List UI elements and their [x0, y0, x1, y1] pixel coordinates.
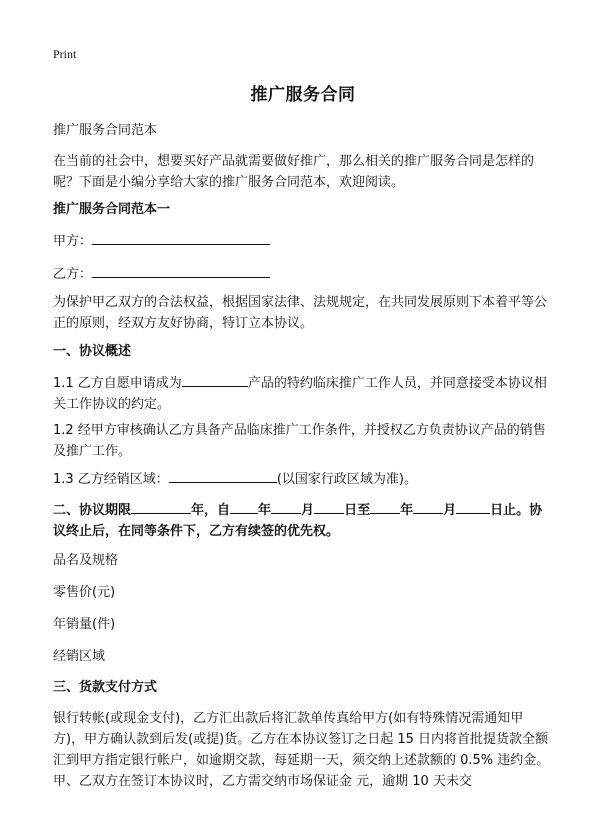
clause-1-3-rest: (以国家行政区域为准)。: [276, 472, 417, 487]
clause-1-3: [53, 468, 553, 490]
term-day-to: 日至: [344, 503, 371, 518]
party-b-label: 乙方：: [53, 267, 93, 282]
clause-1-1: [53, 372, 553, 415]
section-heading: 推广服务合同范本一: [53, 202, 171, 217]
start-year-blank: [230, 499, 258, 514]
clause-heading-2: [53, 499, 553, 542]
term-year-3: 年: [400, 503, 414, 518]
end-year-blank: [370, 499, 400, 514]
term-year-from: 年，自: [191, 503, 231, 518]
field-retail-price: 零售价(元): [53, 585, 116, 600]
term-month: 月: [301, 503, 315, 518]
clause-1-3-lead: 1.3 乙方经销区域：: [53, 472, 169, 487]
clause-1-2: 1.2 经甲方审核确认乙方具备产品临床推广工作条件，并授权乙方负责协议产品的销售及推广工作。: [53, 423, 546, 459]
term-month-2: 月: [443, 503, 457, 518]
clause-1-1-lead: 1.1 乙方自愿申请成为: [53, 376, 182, 391]
preamble-paragraph: 为保护甲乙双方的合法权益，根据国家法律、法规规定，在共同发展原则下本着平等公正的原则，经双方友好协商，特订立本协议。: [53, 295, 548, 331]
start-month-blank: [271, 499, 301, 514]
payment-paragraph: 银行转帐(或现金支付)，乙方汇出款后将汇款单传真给甲方(如有特殊情况需通知甲方)，甲方确认款到后发(或提)货。乙方在本协议签订之日起 15 日内将首批提货款全额汇到甲方指定银行帐户，如逾期交款，每延期一天，须交纳上述款额的 0.5% 违约金。甲、乙双方在签订本协议时，乙方需交纳市场保证金 元，逾期 10 天未交: [53, 711, 550, 789]
field-product-spec: 品名及规格: [53, 553, 119, 568]
clause-heading-1: 一、协议概述: [53, 344, 132, 359]
term-lead: 二、协议期限: [53, 503, 132, 518]
field-annual-sales: 年销量(件): [53, 617, 116, 632]
term-rest: 日止。协议终止后，在同等条件下，乙方有续签的优先权。: [53, 503, 543, 539]
product-blank: [182, 372, 248, 387]
party-a-label: 甲方：: [53, 234, 93, 249]
party-a-blank: [92, 230, 270, 245]
end-month-blank: [413, 499, 443, 514]
intro-paragraph: 在当前的社会中，想要买好产品就需要做好推广，那么相关的推广服务合同是怎样的呢？下面是小编分享给大家的推广服务合同范本，欢迎阅读。: [53, 154, 535, 190]
clause-heading-3: 三、货款支付方式: [53, 680, 158, 695]
party-b-blank: [92, 263, 270, 278]
end-day-blank: [456, 499, 490, 514]
term-years-blank: [131, 499, 191, 514]
term-year-2: 年: [258, 503, 272, 518]
field-sales-region: 经销区域: [53, 649, 106, 664]
document-subtitle: 推广服务合同范本: [53, 123, 158, 138]
region-blank: [169, 468, 277, 483]
start-day-blank: [314, 499, 344, 514]
party-a-line: [53, 230, 553, 252]
document-title: 推广服务合同: [250, 85, 356, 105]
print-link[interactable]: Print: [53, 47, 77, 61]
clause-1-1-rest: 产品的特约临床推广工作人员，并同意接受本协议相关工作协议的约定。: [53, 376, 547, 412]
party-b-line: [53, 263, 553, 285]
